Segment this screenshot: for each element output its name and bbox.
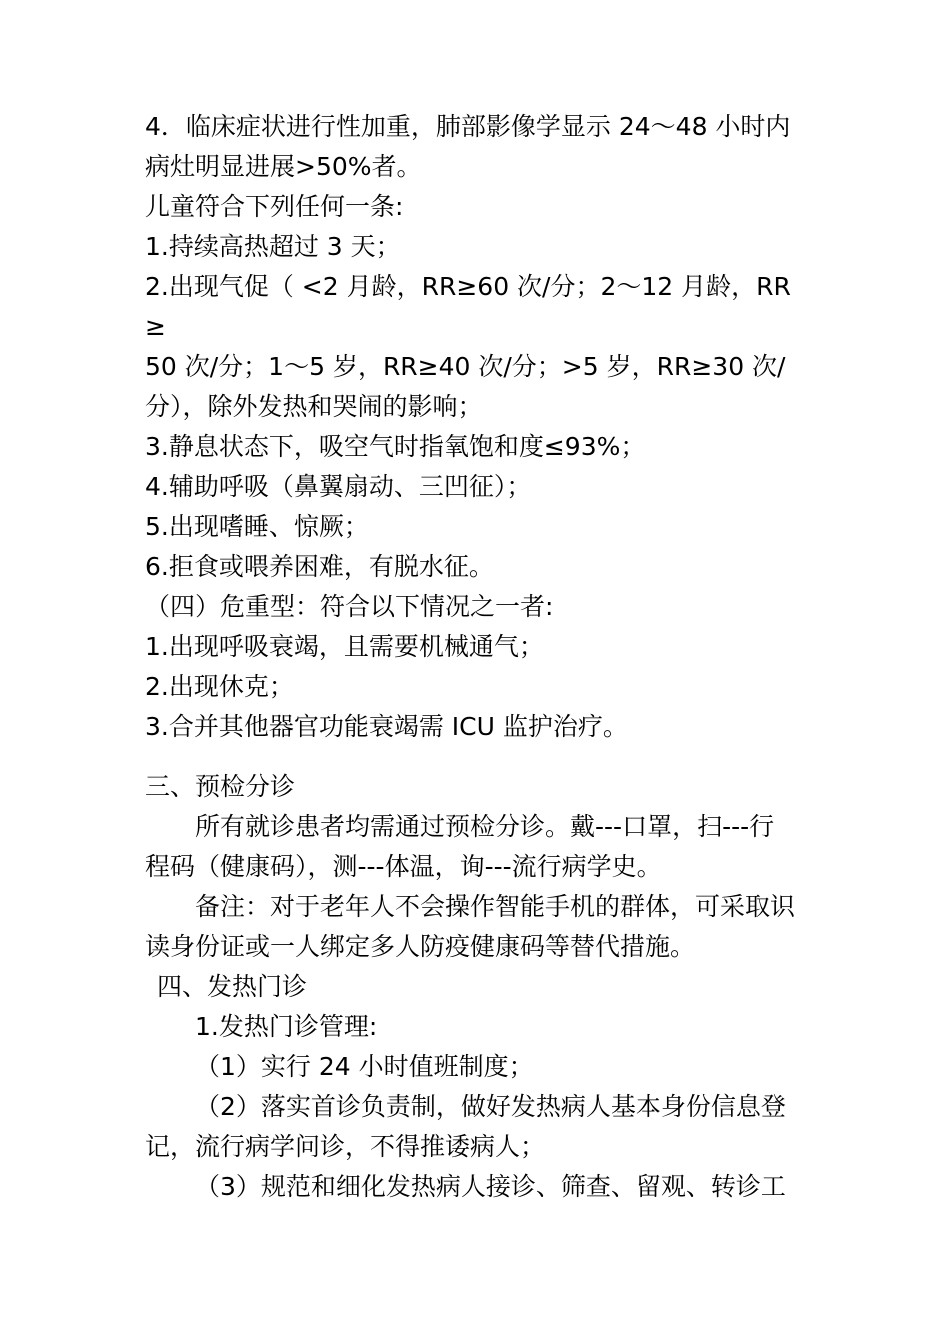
paragraph-line: 备注：对于老年人不会操作智能手机的群体，可采取识 xyxy=(195,892,796,921)
paragraph-line: 程码（健康码），测---体温，询---流行病学史。 xyxy=(145,852,662,881)
paragraph-line: 1.发热门诊管理: xyxy=(195,1012,378,1041)
text-line: 病灶明显进展>50%者。 xyxy=(145,152,422,181)
text-line: 3.静息状态下，吸空气时指氧饱和度≤93%； xyxy=(145,432,646,461)
text-line: 2.出现气促（ <2 月龄，RR≥60 次/分；2～12 月龄，RR xyxy=(145,272,791,301)
paragraph-line: 所有就诊患者均需通过预检分诊。戴---口罩，扫---行 xyxy=(195,812,775,841)
paragraph-line: （1）实行 24 小时值班制度； xyxy=(195,1052,534,1081)
section-spacer xyxy=(145,747,813,767)
text-line: 50 次/分；1～5 岁，RR≥40 次/分；>5 岁，RR≥30 次/ xyxy=(145,352,786,381)
section-heading: 三、预检分诊 xyxy=(145,772,296,801)
text-line: 4．临床症状进行性加重，肺部影像学显示 24～48 小时内 xyxy=(145,112,791,141)
text-line: 5.出现嗜睡、惊厥； xyxy=(145,512,369,541)
paragraph-line: 读身份证或一人绑定多人防疫健康码等替代措施。 xyxy=(145,932,696,961)
text-line: 分），除外发热和哭闹的影响； xyxy=(145,392,483,421)
text-line: 1.持续高热超过 3 天； xyxy=(145,232,401,261)
text-line: 1.出现呼吸衰竭，且需要机械通气； xyxy=(145,632,544,661)
text-line: 2.出现休克； xyxy=(145,672,294,701)
paragraph-line: （2）落实首诊负责制，做好发热病人基本身份信息登 xyxy=(195,1092,786,1121)
text-line: 6.拒食或喂养困难，有脱水征。 xyxy=(145,552,494,581)
text-line: 儿童符合下列任何一条: xyxy=(145,192,404,221)
section-heading: 四、发热门诊 xyxy=(157,972,308,1001)
text-line: ≥ xyxy=(145,312,166,341)
text-line: 3.合并其他器官功能衰竭需 ICU 监护治疗。 xyxy=(145,712,628,741)
text-line: （四）危重型：符合以下情况之一者: xyxy=(145,592,554,621)
paragraph-line: （3）规范和细化发热病人接诊、筛查、留观、转诊工 xyxy=(195,1172,786,1201)
text-line: 4.辅助呼吸（鼻翼扇动、三凹征）； xyxy=(145,472,532,501)
paragraph-line: 记，流行病学问诊，不得推诿病人； xyxy=(145,1132,546,1161)
document-body xyxy=(145,107,813,1207)
